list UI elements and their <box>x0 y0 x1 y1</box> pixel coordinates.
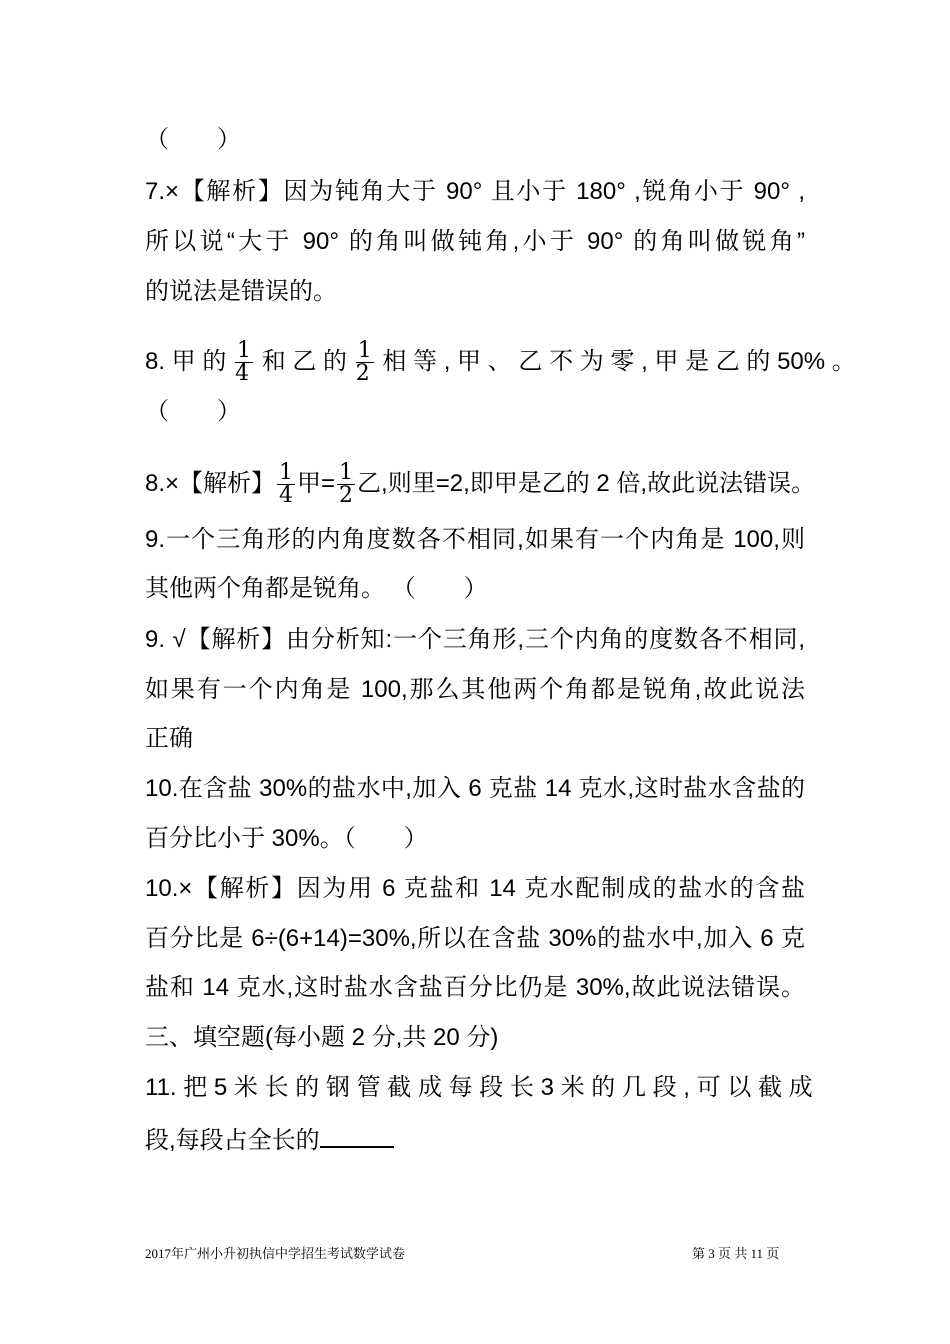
fraction-numerator: 1 <box>357 338 372 363</box>
solution-7-line-2: 所以说“大于 90° 的角叫做钝角,小于 90° 的角叫做锐角” <box>145 228 805 255</box>
question-8 <box>145 338 856 386</box>
question-8-text-c: 相 等 , 甲 、 乙 不 为 零 , 甲 是 乙 的 50% 。 <box>382 347 856 375</box>
fraction-numerator: 1 <box>237 338 252 363</box>
fraction-numerator: 1 <box>279 460 294 485</box>
fraction-denominator: 4 <box>279 483 294 508</box>
answer-bracket: （ ） <box>145 126 241 153</box>
fraction-one-quarter <box>277 462 295 507</box>
fraction-denominator: 2 <box>339 483 354 508</box>
question-8-text-b: 和 乙 的 <box>261 347 348 375</box>
solution-9-line-1: 9. √【解析】由分析知:一个三角形,三个内角的度数各不相同, <box>145 626 805 653</box>
answer-blank <box>320 1122 394 1148</box>
question-10-line-2: 百分比小于 30%。（ ） <box>145 825 428 852</box>
solution-9-line-2: 如果有一个内角是 100,那么其他两个角都是锐角,故此说法 <box>145 676 805 703</box>
fraction-one-half <box>337 462 355 507</box>
question-9-line-1: 9.一个三角形的内角度数各不相同,如果有一个内角是 100,则 <box>145 526 805 553</box>
solution-8-text-c: 乙,则里=2,即甲是乙的 2 倍,故此说法错误。 <box>357 469 816 497</box>
question-11-text: 段,每段占全长的 <box>145 1127 320 1154</box>
footer-page-number: 第 3 页 共 11 页 <box>692 1246 780 1261</box>
solution-8-text-b: 甲= <box>297 469 336 497</box>
solution-10-line-3: 盐和 14 克水,这时盐水含盐百分比仍是 30%,故此说法错误。 <box>145 974 805 1001</box>
question-8-text-a: 8. 甲 的 <box>145 347 227 375</box>
solution-7-line-1: 7.×【解析】因为钝角大于 90° 且小于 180° ,锐角小于 90° , <box>145 178 805 205</box>
fraction-denominator: 4 <box>235 361 250 386</box>
solution-7-line-3: 的说法是错误的。 <box>145 278 337 305</box>
solution-10-line-1: 10.×【解析】因为用 6 克盐和 14 克水配制成的盐水的含盐 <box>145 875 805 902</box>
footer-title: 2017年广州小升初执信中学招生考试数学试卷 <box>145 1246 406 1261</box>
solution-8-text-a: 8.×【解析】 <box>145 469 276 497</box>
fraction-one-quarter <box>235 340 253 385</box>
question-11-line-2 <box>145 1122 394 1156</box>
fraction-denominator: 2 <box>355 361 370 386</box>
question-11-line-1: 11. 把 5 米 长 的 钢 管 截 成 每 段 长 3 米 的 几 段 , 可 以 截 成 <box>145 1074 813 1101</box>
solution-10-line-2: 百分比是 6÷(6+14)=30%,所以在含盐 30%的盐水中,加入 6 克 <box>145 925 805 952</box>
question-10-line-1: 10.在含盐 30%的盐水中,加入 6 克盐 14 克水,这时盐水含盐的 <box>145 775 805 802</box>
fraction-one-half <box>356 340 374 385</box>
solution-8 <box>145 462 815 507</box>
answer-bracket: （ ） <box>145 398 241 425</box>
question-9-line-2: 其他两个角都是锐角。 （ ） <box>145 575 488 602</box>
section-heading-fill-blank: 三、填空题(每小题 2 分,共 20 分) <box>145 1024 499 1051</box>
solution-9-line-3: 正确 <box>145 725 193 752</box>
fraction-numerator: 1 <box>339 460 354 485</box>
